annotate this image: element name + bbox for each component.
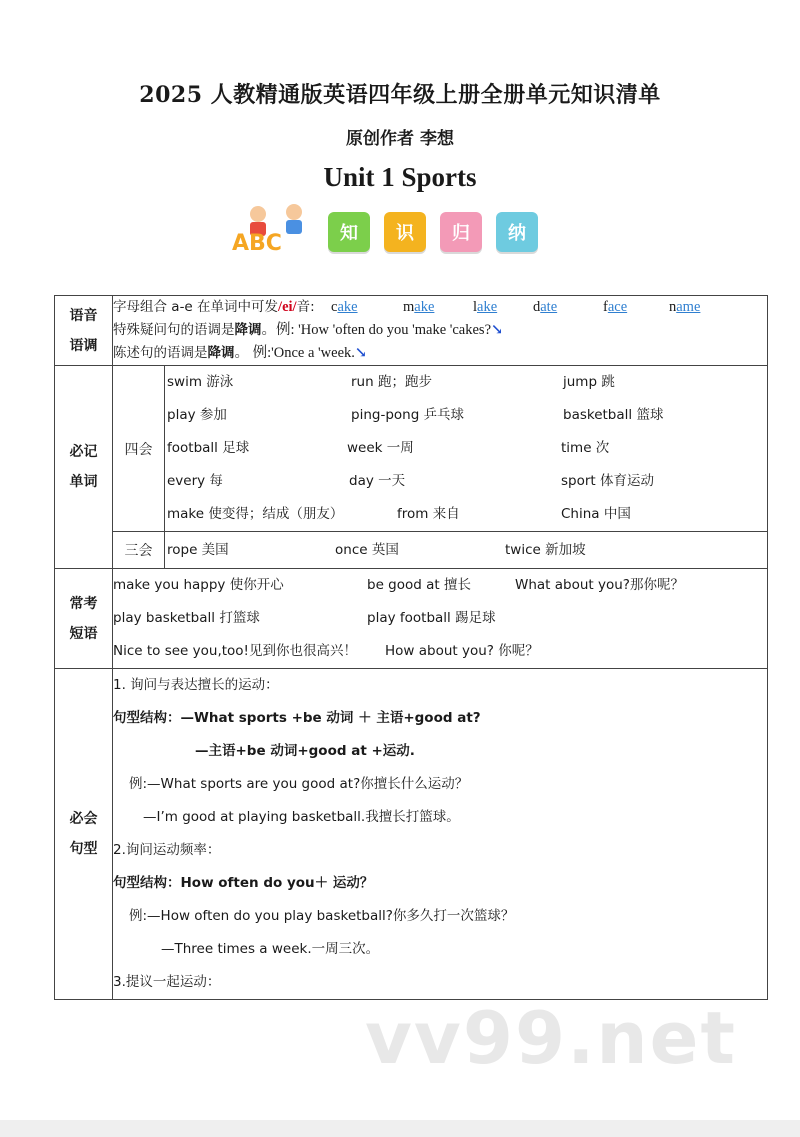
phonics-label-2: 语调 — [69, 337, 98, 354]
phonics-line-2: 特殊疑问句的语调是降调。例: 'How 'often do you 'make 'cakes?↘ — [113, 322, 504, 338]
phrase-item: How about you? 你呢？ — [385, 643, 539, 659]
vocab-three-row — [55, 532, 768, 569]
sentence-lines — [113, 669, 767, 999]
phrase-item: play basketball 打篮球 — [113, 610, 260, 626]
phonics-word: make — [403, 299, 435, 315]
phrases-label-2: 短语 — [69, 625, 98, 642]
phrases-content — [113, 569, 768, 669]
banner-tile-1: 知 — [328, 212, 370, 252]
phonics-line-3: 陈述句的语调是降调。 例:'Once a 'week.↘ — [113, 345, 368, 361]
vocab-item: run 跑；跑步 — [351, 374, 432, 390]
banner-tile-4: 纳 — [496, 212, 538, 252]
vocab-item: jump 跳 — [563, 374, 615, 390]
vocab-label-1: 必记 — [69, 444, 98, 460]
phonics-word: date — [533, 299, 558, 315]
abc-text: ABC — [232, 231, 282, 254]
knowledge-table — [54, 295, 768, 1000]
vocab-line — [165, 498, 767, 531]
phonics-word: name — [669, 299, 701, 315]
phrase-line — [113, 635, 767, 668]
sentence-line: 例:—What sports are you good at?你擅长什么运动？ — [129, 776, 469, 792]
vocab-line — [165, 465, 767, 498]
three-skill-words — [165, 532, 768, 569]
vocab-label — [55, 366, 113, 569]
sentence-line: —Three times a week.一周三次。 — [161, 941, 380, 957]
vocab-line — [165, 539, 767, 562]
four-skill-label: 四会 — [113, 366, 165, 532]
phonics-label — [55, 296, 113, 366]
falling-tone-icon: ↘ — [354, 345, 368, 361]
vocab-item: every 每 — [167, 473, 223, 489]
four-skill-words — [165, 366, 768, 532]
sentence-line: —I’m good at playing basketball.我擅长打篮球。 — [143, 809, 460, 825]
sentence-line: —主语+be 动词+good at +运动. — [195, 743, 415, 759]
sentence-line: 例:—How often do you play basketball?你多久打一次篮球？ — [129, 908, 515, 924]
falling-tone-icon: ↘ — [491, 322, 504, 338]
phrase-item: What about you?那你呢？ — [515, 577, 684, 593]
phonics-row — [55, 296, 768, 366]
sentences-label-1: 必会 — [69, 811, 98, 827]
vocab-item: rope 美国 — [167, 541, 229, 558]
author-line: 原创作者 李想 — [346, 129, 454, 149]
vocab-item: football 足球 — [167, 440, 250, 456]
abc-kids-icon — [228, 202, 328, 254]
phonics-rule-suffix: 音: — [296, 299, 315, 315]
vocab-item: day 一天 — [349, 473, 406, 489]
bottom-bar — [0, 1120, 800, 1137]
vocab-item: time 次 — [561, 440, 610, 456]
phrase-line — [113, 602, 767, 635]
vocab-row — [55, 366, 768, 532]
phonics-label-1: 语音 — [69, 307, 98, 324]
phonics-word: face — [603, 299, 628, 315]
sentences-label-2: 句型 — [69, 841, 98, 857]
watermark: vv99.net — [365, 996, 737, 1080]
phonics-word: lake — [473, 299, 498, 315]
unit-title: Unit 1 Sports — [323, 162, 477, 192]
vocab-line — [165, 399, 767, 432]
three-skill-label: 三会 — [113, 532, 165, 569]
sentence-line: 2.询问运动频率： — [113, 842, 221, 858]
vocab-item: twice 新加坡 — [505, 541, 586, 558]
phrase-line — [113, 569, 767, 602]
banner-tile-3: 归 — [440, 212, 482, 252]
phrases-label — [55, 569, 113, 669]
vocab-item: once 英国 — [335, 541, 399, 558]
vocab-item: sport 体育运动 — [561, 473, 654, 489]
vocab-item: China 中国 — [561, 506, 631, 522]
document-title: 2025 人教精通版英语四年级上册全册单元知识清单 — [139, 82, 661, 108]
sentence-line: 句型结构：—What sports +be 动词 ＋ 主语+good at? — [113, 710, 481, 726]
sentences-content — [113, 669, 768, 1000]
vocab-line — [165, 366, 767, 399]
banner-tile-2: 识 — [384, 212, 426, 252]
phrase-item: play football 踢足球 — [367, 610, 496, 626]
vocab-item: from 来自 — [397, 506, 460, 522]
vocab-label-2: 单词 — [69, 474, 98, 490]
phrase-item: Nice to see you,too!见到你也很高兴！ — [113, 643, 357, 659]
vocab-item: play 参加 — [167, 407, 227, 423]
sentences-label — [55, 669, 113, 1000]
sentence-line: 3.提议一起运动： — [113, 974, 221, 990]
phonics-content — [113, 296, 768, 366]
sentences-row — [55, 669, 768, 1000]
phrases-row — [55, 569, 768, 669]
vocab-item: week 一周 — [347, 440, 414, 456]
phonics-word: cake — [331, 299, 358, 315]
phonics-rule-text: 字母组合 a-e 在单词中可发 — [113, 299, 279, 315]
sentence-line: 句型结构：How often do you＋ 运动？ — [113, 875, 374, 891]
phrase-item: make you happy 使你开心 — [113, 577, 284, 593]
knowledge-banner — [228, 202, 558, 254]
vocab-line — [165, 432, 767, 465]
vocab-item: basketball 篮球 — [563, 407, 664, 423]
vocab-item: ping-pong 乒乓球 — [351, 407, 465, 423]
vocab-item: swim 游泳 — [167, 374, 234, 390]
sentence-line: 1. 询问与表达擅长的运动： — [113, 677, 279, 693]
phonics-sound: /ei/ — [278, 299, 297, 315]
vocab-item: make 使变得；结成（朋友） — [167, 506, 344, 522]
phrases-label-1: 常考 — [69, 595, 98, 612]
phrase-item: be good at 擅长 — [367, 577, 471, 593]
phonics-line-1 — [113, 296, 767, 319]
